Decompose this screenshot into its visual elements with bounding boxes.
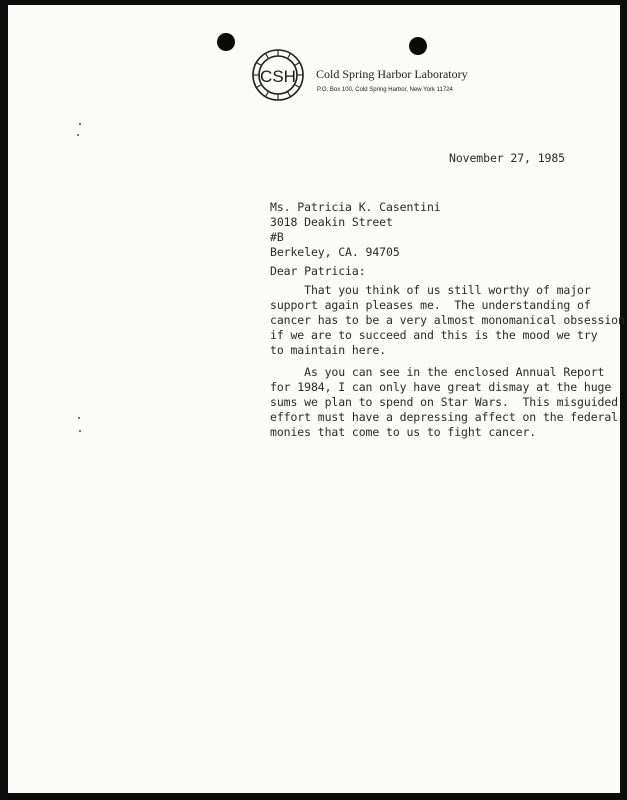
margin-mark (79, 123, 81, 125)
org-address: P.O. Box 100, Cold Spring Harbor, New York 11724 (317, 87, 453, 93)
org-name: Cold Spring Harbor Laboratory (316, 67, 468, 81)
body-line: cancer has to be a very almost monomanical obsession (270, 313, 625, 327)
recipient-street: 3018 Deakin Street (270, 215, 393, 229)
body-line: sums we plan to spend on Star Wars. This misguided (270, 395, 619, 409)
margin-mark (77, 134, 79, 136)
punch-hole-left (217, 33, 235, 51)
body-line: effort must have a depressing affect on the federal (270, 410, 619, 424)
csh-logo-icon (248, 45, 308, 105)
salutation: Dear Patricia: (270, 264, 366, 278)
letter-date: November 27, 1985 (449, 151, 566, 165)
body-line: As you can see in the enclosed Annual Report (270, 365, 605, 379)
body-line: That you think of us still worthy of major (270, 283, 591, 297)
body-line: if we are to succeed and this is the mood we try (270, 328, 598, 342)
recipient-unit: #B (270, 230, 284, 244)
margin-mark (79, 430, 81, 432)
body-line: for 1984, I can only have great dismay at the huge (270, 380, 612, 394)
margin-mark (78, 417, 80, 419)
body-line: to maintain here. (270, 343, 387, 357)
body-line: monies that come to us to fight cancer. (270, 425, 537, 439)
logo-text: CSH (260, 67, 296, 86)
recipient-name: Ms. Patricia K. Casentini (270, 200, 441, 214)
letter-page (8, 5, 625, 793)
body-line: support again pleases me. The understanding of (270, 298, 591, 312)
recipient-city: Berkeley, CA. 94705 (270, 245, 400, 259)
punch-hole-right (409, 37, 427, 55)
